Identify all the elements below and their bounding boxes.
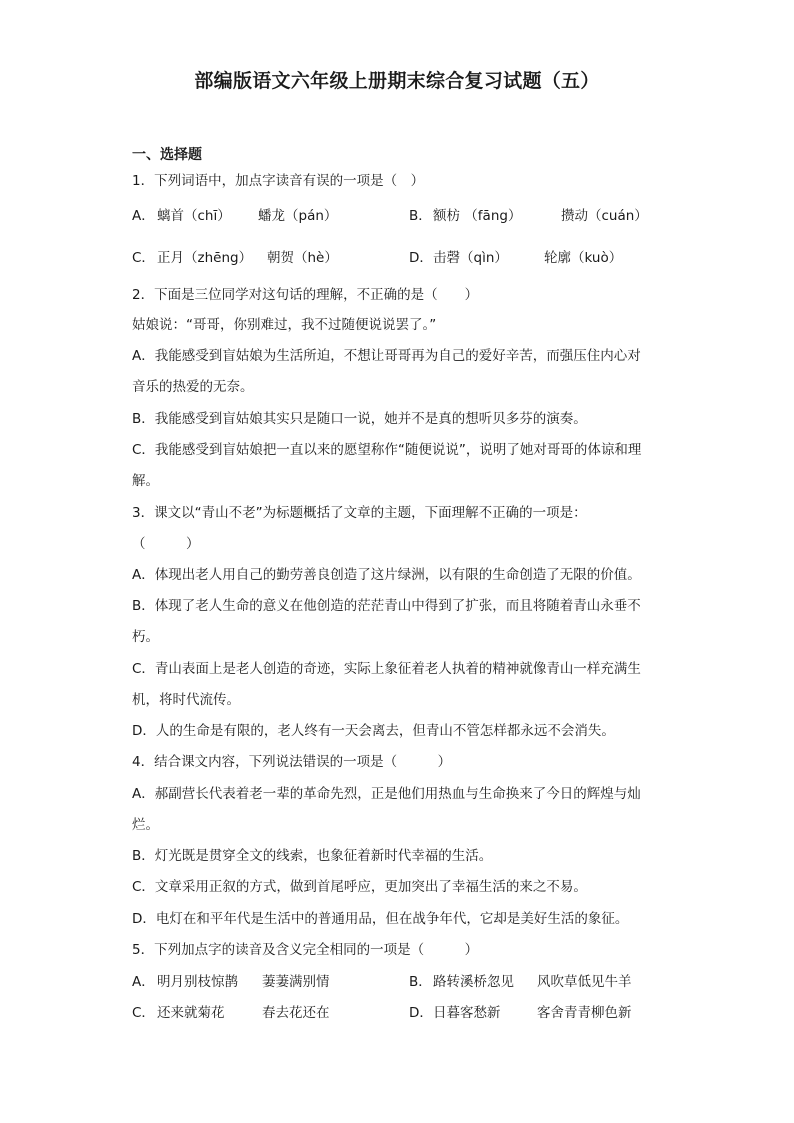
q1-option-d-label: D． (409, 250, 433, 266)
page-title: 部编版语文六年级上册期末综合复习试题（五） (194, 70, 600, 92)
q2-line: C．我能感受到盲姑娘把一直以来的愿望称作“随便说说”，说明了她对哥哥的体谅和理 (132, 442, 642, 458)
q4-line: D．电灯在和平年代是生活中的普通用品，但在战争年代，它却是美好生活的象征。 (132, 911, 629, 927)
q5-option-b-phrase1: 路转溪桥忽见 (433, 974, 514, 990)
q1-option-d-word2: 轮廓（kuò） (544, 250, 623, 266)
question-5-stem: 5．下列加点字的读音及含义完全相同的一项是（ ） (132, 942, 479, 958)
q1-option-a-label: A． (132, 208, 155, 224)
q5-option-c-phrase2: 春去花还在 (262, 1005, 330, 1021)
q2-line: B．我能感受到盲姑娘其实只是随口一说，她并不是真的想听贝多芬的演奏。 (132, 411, 587, 427)
q1-option-a-word2: 蟠龙（pán） (258, 208, 338, 224)
q5-option-a-phrase2: 萋萋满别情 (262, 974, 330, 990)
q3-line: C．青山表面上是老人创造的奇迹，实际上象征着老人执着的精神就像青山一样充满生 (132, 661, 641, 677)
q5-option-c-label: C． (132, 1005, 155, 1021)
q5-option-b-label: B． (409, 974, 432, 990)
q1-option-b-label: B． (409, 208, 432, 224)
section-heading: 一、选择题 (132, 147, 202, 163)
q1-option-d-word1: 击磬（qìn） (433, 250, 508, 266)
q4-line: C．文章采用正叙的方式，做到首尾呼应，更加突出了幸福生活的来之不易。 (132, 879, 587, 895)
q4-line: 烂。 (132, 817, 159, 833)
q4-line: A．郝副营长代表着老一辈的革命先烈，正是他们用热血与生命换来了今日的辉煌与灿 (132, 786, 641, 802)
q3-line: D．人的生命是有限的，老人终有一天会离去，但青山不管怎样都永远不会消失。 (132, 723, 615, 739)
question-2-stem: 2．下面是三位同学对这句话的理解，不正确的是（ ） (132, 287, 479, 303)
q1-option-c-word2: 朝贺（hè） (267, 250, 338, 266)
q1-option-b-word1: 额枋 （fāng） (433, 208, 522, 224)
q5-option-c-phrase1: 还来就菊花 (157, 1005, 225, 1021)
q1-option-a-word1: 螭首（chī） (157, 208, 231, 224)
q5-option-b-phrase2: 风吹草低见牛羊 (537, 974, 632, 990)
q3-line: 机，将时代流传。 (132, 692, 240, 708)
q5-option-a-label: A． (132, 974, 155, 990)
question-2-quote: 姑娘说：“哥哥，你别难过，我不过随便说说罢了。” (132, 317, 437, 333)
q3-line: A．体现出老人用自己的勤劳善良创造了这片绿洲，以有限的生命创造了无限的价值。 (132, 567, 641, 583)
question-4-stem: 4．结合课文内容，下列说法错误的一项是（ ） (132, 754, 452, 770)
q3-line: B．体现了老人生命的意义在他创造的茫茫青山中得到了扩张，而且将随着青山永垂不 (132, 598, 641, 614)
q2-line: 音乐的热爱的无奈。 (132, 379, 254, 395)
q5-option-d-phrase1: 日暮客愁新 (433, 1005, 501, 1021)
question-3-paren: （ ） (132, 536, 200, 552)
q5-option-d-label: D． (409, 1005, 433, 1021)
q1-option-c-label: C． (132, 250, 155, 266)
q2-line: A．我能感受到盲姑娘为生活所迫，不想让哥哥再为自己的爱好辛苦，而强压住内心对 (132, 348, 641, 364)
q2-line: 解。 (132, 473, 159, 489)
question-3-stem: 3．课文以“青山不老”为标题概括了文章的主题，下面理解不正确的一项是： (132, 505, 587, 521)
q5-option-d-phrase2: 客舍青青柳色新 (537, 1005, 632, 1021)
q5-option-a-phrase1: 明月别枝惊鹊 (157, 974, 238, 990)
question-1-stem: 1．下列词语中，加点字读音有误的一项是（ ） (132, 173, 425, 189)
q4-line: B．灯光既是贯穿全文的线索，也象征着新时代幸福的生活。 (132, 848, 493, 864)
q3-line: 朽。 (132, 629, 159, 645)
q1-option-b-word2: 攒动（cuán） (561, 208, 648, 224)
q1-option-c-word1: 正月（zhēng） (157, 250, 253, 266)
